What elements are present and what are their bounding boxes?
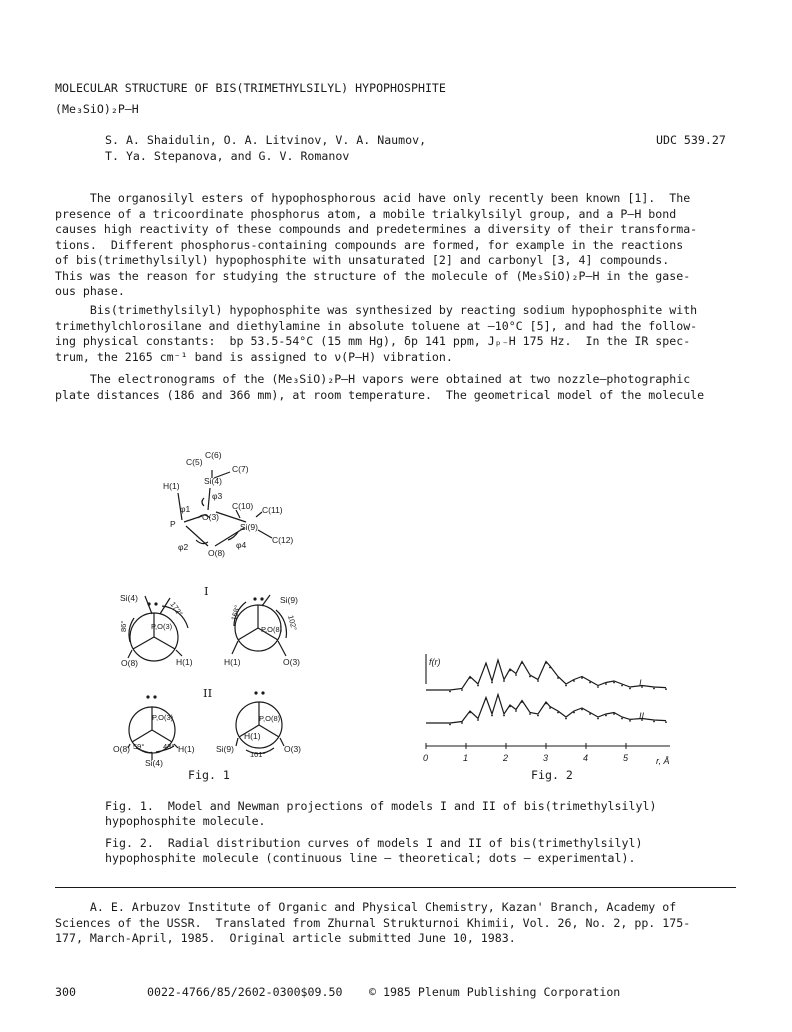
angle-label: φ2 xyxy=(178,542,189,552)
data-point xyxy=(503,715,505,717)
data-point xyxy=(613,682,615,684)
atom-label: O(8) xyxy=(113,744,130,754)
data-point xyxy=(503,680,505,682)
x-tick-label: 2 xyxy=(503,753,509,763)
data-point xyxy=(605,683,607,685)
angle-label: 158° xyxy=(229,604,242,622)
atom-label: H(1) xyxy=(178,744,195,754)
chemical-formula: (Me₃SiO)₂P—H xyxy=(55,102,139,116)
text-line: ous phase. xyxy=(55,284,125,298)
data-point xyxy=(621,685,623,687)
data-point xyxy=(613,713,615,715)
data-point xyxy=(537,680,539,682)
atom-label: P,O(3) xyxy=(151,622,173,631)
angle-label: 172° xyxy=(168,599,185,618)
atom-label: H(1) xyxy=(176,657,193,667)
atom-label: H(1) xyxy=(163,481,180,491)
x-axis-label: r, Å xyxy=(656,756,670,766)
text-line: of bis(trimethylsilyl) hypophosphite with unsaturated [2] and carbonyl [3, 4] compounds. xyxy=(55,253,670,267)
caption-line: hypophosphite molecule. xyxy=(105,813,266,828)
atom-label: Si(4) xyxy=(204,476,222,486)
atom-label: O(3) xyxy=(202,512,219,522)
figure-1-model xyxy=(100,440,430,785)
text-line: presence of a tricoordinate phosphorus atom, a mobile trialkylsilyl group, and a P—H bond xyxy=(55,206,677,221)
page-number: 300 xyxy=(55,985,76,999)
atom-label: C(12) xyxy=(272,535,294,545)
series-label: I xyxy=(639,678,642,688)
series-line-1 xyxy=(426,660,666,690)
atom-label: C(7) xyxy=(232,464,249,474)
series-line-2 xyxy=(426,695,666,724)
text-line: trimethylchlorosilane and diethylamine in absolute toluene at —10°C [5], and had the follow- xyxy=(55,318,698,333)
data-point xyxy=(461,689,463,691)
data-point xyxy=(549,667,551,669)
data-point xyxy=(589,682,591,684)
text-line: The organosilyl esters of hypophosphorous acid have only recently been known [1]. The xyxy=(55,191,691,205)
data-point xyxy=(515,674,517,676)
atom-label: C(10) xyxy=(232,501,254,511)
data-point xyxy=(477,685,479,687)
figure-2-caption xyxy=(105,836,642,865)
data-point xyxy=(497,661,499,663)
angle-label: φ3 xyxy=(212,491,223,501)
x-tick-label: 1 xyxy=(463,753,469,763)
text-line: ing physical constants: bp 53.5-54°C (15 mm Hg), δp 141 ppm, Jₚ₋H 175 Hz. In the IR spec- xyxy=(55,334,691,348)
data-point xyxy=(665,688,667,690)
data-point xyxy=(629,720,631,722)
data-point xyxy=(529,676,531,678)
atom-label: C(11) xyxy=(262,505,283,515)
footnote-line: 177, March-April, 1985. Original article submitted June 10, 1983. xyxy=(55,931,516,945)
data-point xyxy=(653,721,655,723)
data-point xyxy=(449,691,451,693)
data-point xyxy=(509,706,511,708)
data-point xyxy=(565,718,567,720)
x-tick-label: 0 xyxy=(423,753,429,763)
data-point xyxy=(477,719,479,721)
paragraph-3 xyxy=(55,372,704,403)
x-tick-label: 4 xyxy=(583,753,589,763)
data-point xyxy=(497,695,499,697)
data-point xyxy=(605,715,607,717)
footnote xyxy=(55,900,690,947)
atom-label: Si(9) xyxy=(216,744,234,754)
model-label-II: II xyxy=(203,686,213,700)
data-point xyxy=(621,718,623,720)
data-point xyxy=(469,677,471,679)
data-point xyxy=(549,707,551,709)
data-point xyxy=(537,715,539,717)
article-title: MOLECULAR STRUCTURE OF BIS(TRIMETHYLSILYL) HYPOPHOSPHITE xyxy=(55,81,446,95)
text-line: Bis(trimethylsilyl) hypophosphite was synthesized by reacting sodium hypophosphite with xyxy=(55,303,698,317)
text-line: trum, the 2165 cm⁻¹ band is assigned to ν(P—H) vibration. xyxy=(55,349,453,364)
series-label: II xyxy=(639,711,645,721)
data-point xyxy=(491,715,493,717)
atom-label: Si(9) xyxy=(280,595,298,605)
text-line: plate distances (186 and 366 mm), at room temperature. The geometrical model of the molecule xyxy=(55,387,705,402)
atom-label: P,O(8) xyxy=(261,625,283,634)
data-point xyxy=(521,701,523,703)
data-point xyxy=(529,713,531,715)
data-point xyxy=(515,710,517,712)
copyright: © 1985 Plenum Publishing Corporation xyxy=(369,985,621,999)
data-point xyxy=(469,712,471,714)
text-line: The electronograms of the (Me₃SiO)₂P—H vapors were obtained at two nozzle—photographic xyxy=(55,372,691,386)
data-point xyxy=(597,686,599,688)
data-point xyxy=(485,698,487,700)
figure-1-label: Fig. 1 xyxy=(188,768,230,782)
angle-label: φ1 xyxy=(180,504,191,514)
data-point xyxy=(449,724,451,726)
model-label-I: I xyxy=(204,584,209,598)
data-point xyxy=(581,677,583,679)
caption-line: hypophosphite molecule (continuous line — theoretical; dots — experimental). xyxy=(105,850,636,865)
atom-label: Si(9) xyxy=(240,522,258,532)
data-point xyxy=(565,685,567,687)
figure-2-chart xyxy=(410,648,690,770)
data-point xyxy=(485,664,487,666)
atom-label: C(6) xyxy=(205,450,222,460)
angle-label: φ4 xyxy=(236,540,247,550)
data-point xyxy=(521,662,523,664)
data-point xyxy=(491,682,493,684)
footnote-line: A. E. Arbuzov Institute of Organic and Physical Chemistry, Kazan' Branch, Academy of xyxy=(55,900,677,914)
angle-label: 102° xyxy=(286,614,299,632)
text-line: This was the reason for studying the structure of the molecule of (Me₃SiO)₂P—H in the gase- xyxy=(55,268,691,283)
data-point xyxy=(589,713,591,715)
angle-label: 59° xyxy=(133,742,145,751)
figure-2-label: Fig. 2 xyxy=(531,768,573,782)
angle-label: 43° xyxy=(163,742,175,751)
x-tick-label: 3 xyxy=(543,753,549,763)
atom-label: P,O(8) xyxy=(259,714,281,723)
data-point xyxy=(573,712,575,714)
data-point xyxy=(545,662,547,664)
atom-label: Si(4) xyxy=(145,758,163,768)
authors-line-2: T. Ya. Stepanova, and G. V. Romanov xyxy=(105,149,350,163)
atom-label: Si(4) xyxy=(120,593,138,603)
atom-label: P,O(3) xyxy=(152,713,174,722)
data-point xyxy=(461,722,463,724)
data-point xyxy=(597,718,599,720)
data-point xyxy=(509,670,511,672)
atom-label: O(8) xyxy=(208,548,225,558)
atom-label: O(3) xyxy=(283,657,300,667)
atom-label: H(1) xyxy=(224,657,241,667)
caption-line: Fig. 1. Model and Newman projections of models I and II of bis(trimethylsilyl) xyxy=(105,799,657,813)
data-point xyxy=(557,712,559,714)
data-point xyxy=(653,688,655,690)
angle-label: 101° xyxy=(250,750,266,759)
data-point xyxy=(581,709,583,711)
y-axis-label: f(r) xyxy=(429,657,441,667)
text-line: tions. Different phosphorus-containing compounds are formed, for example in the reactions xyxy=(55,237,684,252)
atom-label: O(3) xyxy=(284,744,301,754)
udc-code: UDC 539.27 xyxy=(656,133,726,147)
data-point xyxy=(545,703,547,705)
data-point xyxy=(629,688,631,690)
data-point xyxy=(573,680,575,682)
paragraph-2 xyxy=(55,303,697,365)
x-tick-label: 5 xyxy=(623,753,629,763)
paragraph-1 xyxy=(55,191,697,300)
figure-1-caption xyxy=(105,799,656,828)
data-point xyxy=(557,677,559,679)
atom-label: H(1) xyxy=(244,731,261,741)
atom-label: P xyxy=(170,519,176,529)
footnote-divider xyxy=(55,887,736,888)
angle-label: 86° xyxy=(119,620,128,632)
article-code: 0022-4766/85/2602-0300$09.50 xyxy=(147,985,343,999)
text-line: causes high reactivity of these compounds and predetermines a diversity of their transforma- xyxy=(55,222,698,236)
footnote-line: Sciences of the USSR. Translated from Zhurnal Strukturnoi Khimii, Vol. 26, No. 2, pp. 175- xyxy=(55,915,691,930)
data-point xyxy=(665,721,667,723)
atom-label: C(5) xyxy=(186,457,203,467)
atom-label: O(8) xyxy=(121,658,138,668)
authors-line-1: S. A. Shaidulin, O. A. Litvinov, V. A. Naumov, xyxy=(105,133,427,147)
caption-line: Fig. 2. Radial distribution curves of models I and II of bis(trimethylsilyl) xyxy=(105,836,643,850)
